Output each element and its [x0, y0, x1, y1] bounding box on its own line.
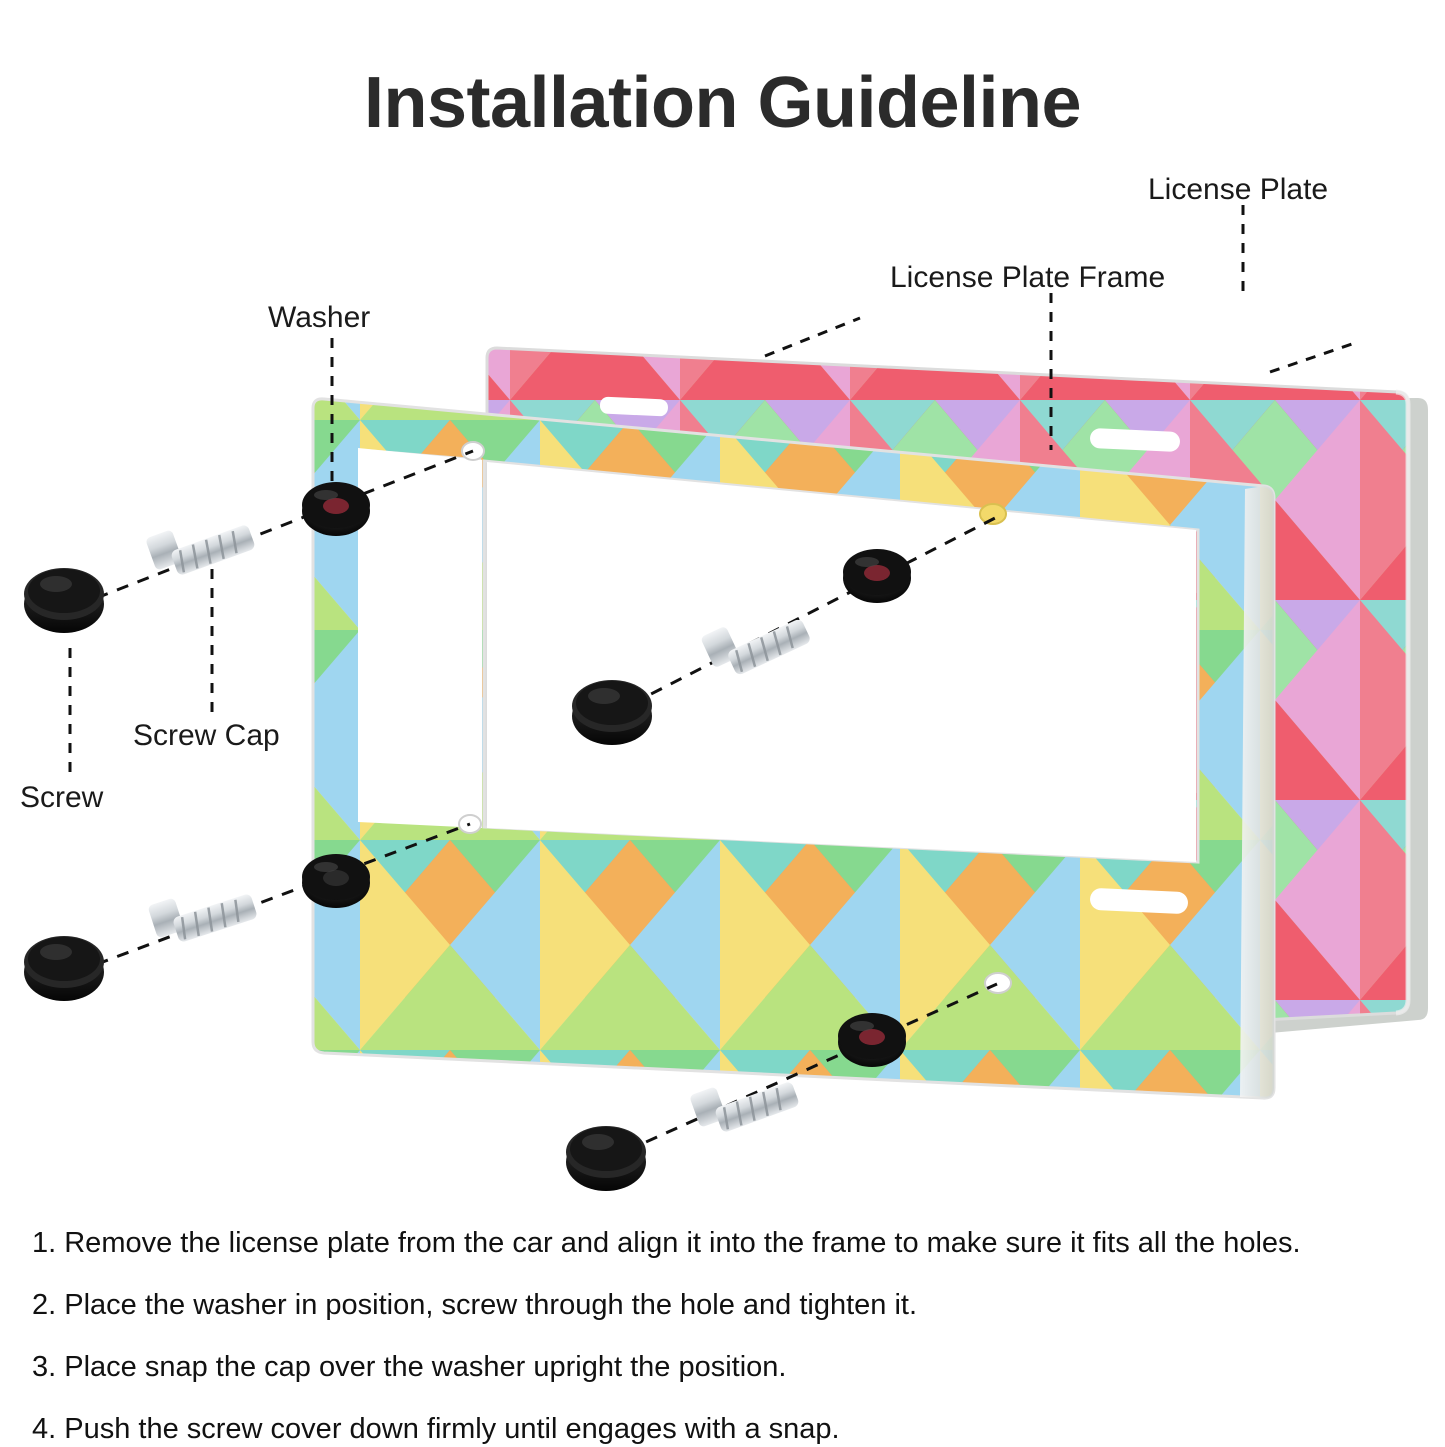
callout-screw: Screw	[20, 781, 104, 814]
instruction-step-4: 4. Push the screw cover down firmly until engages with a snap.	[32, 1413, 840, 1445]
screw-icon	[147, 893, 258, 943]
screw-cap-icon	[24, 568, 104, 633]
callout-license-plate: License Plate	[1148, 173, 1329, 206]
washer-icon	[302, 482, 370, 536]
washer-icon	[302, 854, 370, 908]
license-plate-frame-icon	[313, 396, 1274, 1098]
callout-washer: Washer	[268, 301, 371, 334]
screw-icon	[145, 524, 256, 576]
callout-license-plate-frame: License Plate Frame	[890, 261, 1166, 294]
screw-cap-icon	[566, 1126, 646, 1191]
instruction-step-1: 1. Remove the license plate from the car and align it into the frame to make sure it fits all the holes.	[32, 1227, 1301, 1259]
screw-cap-icon	[24, 936, 104, 1001]
callout-screw-cap: Screw Cap	[133, 719, 280, 752]
instruction-step-2: 2. Place the washer in position, screw through the hole and tighten it.	[32, 1289, 918, 1321]
washer-icon	[843, 549, 911, 603]
washer-icon	[838, 1013, 906, 1067]
page-title: Installation Guideline	[363, 63, 1082, 143]
screw-icon	[689, 1081, 800, 1133]
screw-cap-icon	[572, 680, 652, 745]
instruction-step-3: 3. Place snap the cap over the washer upright the position.	[32, 1351, 787, 1383]
